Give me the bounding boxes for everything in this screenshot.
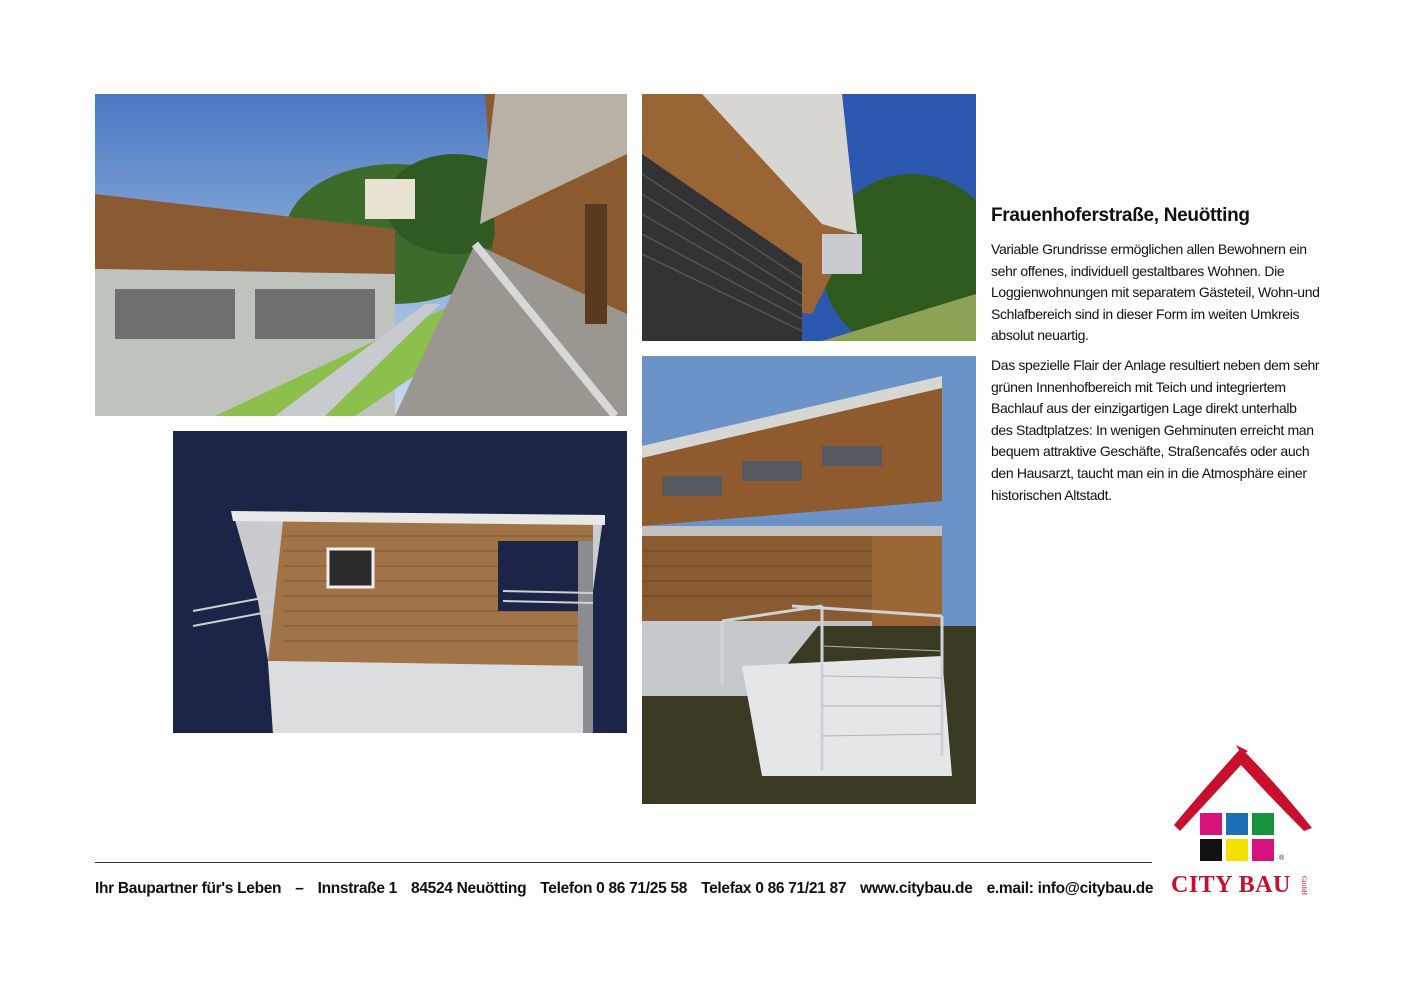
photo-bridge-pond <box>642 356 976 804</box>
project-title: Frauenhoferstraße, Neuötting <box>991 205 1250 226</box>
logo-gmbh: GmbH <box>1300 876 1308 896</box>
logo-wordmark: CITY BAU <box>1171 872 1291 898</box>
description-block <box>991 205 1321 514</box>
footer-website-link[interactable]: www.citybau.de <box>860 880 973 897</box>
footer-fax: Telefax 0 86 71/21 87 <box>701 880 847 897</box>
photo-wooden-balcony <box>173 431 627 733</box>
description-paragraph: Variable Grundrisse ermöglichen allen Bewohnern ein sehr offenes, individuell gestaltbares Wohnen. Die Loggienwohnungen mit separatem Gästeteil, Wohn-und Schlafbereich sind in dieser Form im weiten Umkreis absolut neuartig. <box>991 241 1320 344</box>
footer-slogan: Ihr Baupartner für's Leben <box>95 880 282 897</box>
footer-divider <box>95 862 1152 863</box>
description-paragraph: Das spezielle Flair der Anlage resultiert neben dem sehr grünen Innenhofbereich mit Teich und integriertem Bachlauf aus der einzigartigen Lage direkt unterhalb des Stadtplatzes: In wenigen Gehminuten erreicht man bequem attraktive Geschäfte, Straßencafés oder auch den Hausarzt, taucht man ein in die Atmosphäre einer historischen Altstadt. <box>991 356 1320 503</box>
footer-email-link[interactable]: e.mail: info@citybau.de <box>986 880 1154 897</box>
photo-facade-shutters <box>642 94 976 341</box>
footer-separator: – <box>295 880 304 897</box>
footer-street: Innstraße 1 <box>317 880 397 897</box>
footer-city: 84524 Neuötting <box>411 880 527 897</box>
footer-phone: Telefon 0 86 71/25 58 <box>540 880 688 897</box>
photo-courtyard-overview <box>95 94 627 416</box>
footer-contact-line <box>95 880 1163 898</box>
registered-mark: ® <box>1279 855 1285 862</box>
